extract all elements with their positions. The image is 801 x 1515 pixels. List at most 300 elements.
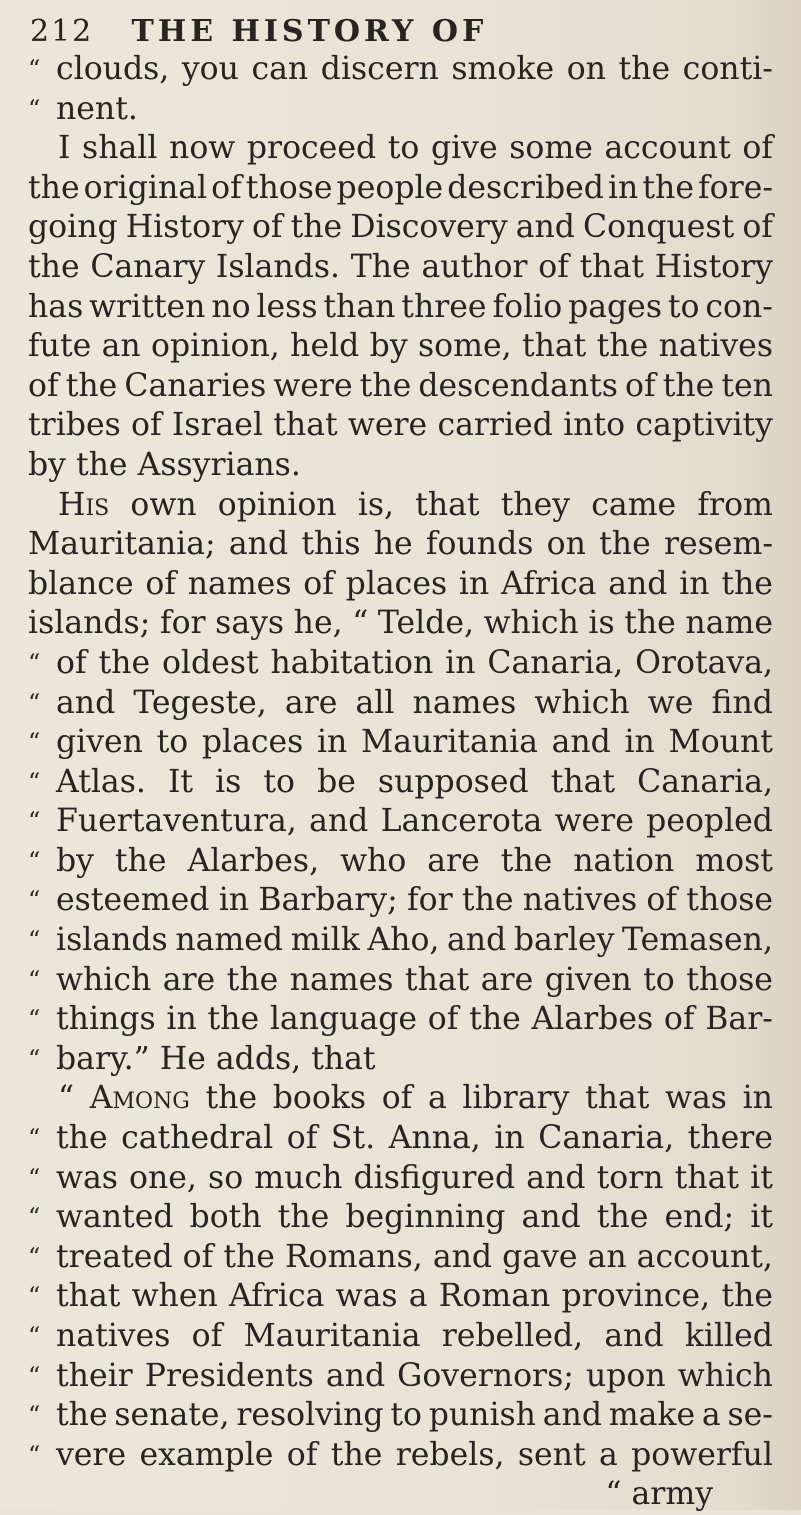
word: natives [56, 1318, 171, 1354]
word: and [604, 1318, 664, 1354]
word: that [273, 407, 338, 444]
line-words [58, 129, 773, 169]
text-line [28, 1159, 773, 1199]
word: that [550, 763, 616, 800]
word: Orotava, [635, 644, 773, 681]
word: of [56, 644, 87, 681]
line-words [56, 1198, 773, 1238]
word: make [608, 1397, 696, 1434]
word: adds, [215, 1040, 312, 1077]
text-line [28, 644, 773, 684]
word: three [401, 288, 487, 325]
word: Conquest [582, 209, 735, 246]
word: Roman [438, 1278, 551, 1315]
word: this [301, 526, 361, 563]
word: most [695, 842, 773, 879]
text-line [28, 842, 773, 882]
word: described [447, 169, 604, 206]
word: the [618, 51, 671, 87]
word: held [290, 328, 360, 365]
word: in [166, 1001, 197, 1038]
word: a [598, 1436, 618, 1473]
word: by [28, 446, 76, 483]
word: the [223, 1238, 275, 1275]
word: of [663, 1001, 695, 1038]
text-line [28, 921, 773, 961]
word: and [551, 724, 611, 761]
text-line [28, 525, 773, 565]
word: people [336, 169, 444, 206]
word: upon [585, 1357, 666, 1394]
word: name [685, 605, 773, 642]
word: the [721, 1278, 773, 1315]
word: when [131, 1278, 218, 1315]
word: Aho, [367, 922, 440, 959]
word: Canaria, [637, 763, 773, 800]
word: and [542, 1397, 602, 1434]
word: that [415, 486, 480, 523]
word: Mount [668, 724, 773, 761]
word: punish [428, 1397, 536, 1434]
word: in [607, 169, 639, 206]
text-line [28, 288, 773, 328]
line-words [56, 1040, 773, 1080]
word: treated [56, 1238, 173, 1275]
word: given [56, 724, 143, 761]
word: to [390, 1397, 422, 1434]
line-words [56, 1436, 773, 1476]
line-words [56, 1396, 773, 1436]
word: that [579, 248, 645, 285]
word: in [458, 565, 490, 602]
word: It [167, 763, 194, 800]
word: and [521, 1199, 581, 1236]
word: fute [28, 328, 92, 365]
word: to [667, 288, 700, 325]
word: account [604, 130, 731, 167]
margin-quote-mark: “ [28, 926, 41, 955]
text-line [28, 169, 773, 209]
word: rebelled, [441, 1318, 584, 1354]
word: natives [658, 328, 773, 365]
word: Mauritania [360, 724, 538, 761]
word: which [677, 1357, 773, 1394]
word: fore- [698, 169, 773, 206]
word: blance [28, 565, 134, 602]
text-line [28, 327, 773, 367]
word: wanted [56, 1199, 174, 1236]
word: is, [357, 486, 395, 523]
word: were [347, 407, 428, 444]
word: smoke [451, 51, 555, 87]
word: are [480, 961, 534, 998]
word: habitation [270, 644, 434, 681]
margin-quote-mark: “ [28, 807, 41, 836]
word: shall [82, 130, 158, 167]
margin-quote-mark: “ [28, 1361, 41, 1390]
margin-quote-mark: “ [28, 1124, 41, 1153]
word: oldest [161, 644, 259, 681]
word: were [273, 367, 353, 404]
word: the [461, 882, 514, 919]
word: so [208, 1159, 244, 1196]
margin-quote-mark: “ [28, 965, 41, 994]
word: and [325, 1357, 386, 1394]
word: we [647, 684, 694, 721]
text-line [28, 1277, 773, 1317]
word: named [175, 922, 284, 959]
word: supposed [377, 763, 529, 800]
word: that [585, 1080, 650, 1117]
word: and [608, 565, 668, 602]
line-words [58, 1079, 773, 1119]
word: in [445, 644, 476, 681]
word: written [89, 288, 206, 325]
line-words [56, 1357, 773, 1397]
word: there [687, 1120, 773, 1157]
margin-quote-mark: “ [28, 1282, 41, 1311]
word: are [427, 842, 480, 879]
margin-quote-mark: “ [28, 1322, 41, 1350]
word: was [56, 1159, 118, 1196]
word: killed [684, 1318, 773, 1354]
word: the [28, 248, 80, 285]
margin-quote-mark: “ [28, 1242, 41, 1271]
word: he [373, 526, 413, 563]
line-words [28, 169, 773, 209]
word: Barbary; [258, 882, 398, 919]
text-line [28, 565, 773, 605]
word: Islands. [215, 248, 340, 285]
word: came [591, 486, 677, 523]
page-number: 212 [30, 14, 94, 49]
word: milk [290, 922, 360, 959]
word: and [515, 209, 575, 246]
word: Tegeste, [133, 684, 267, 721]
word: Romans, [284, 1238, 423, 1275]
line-words [28, 565, 773, 605]
word: Telde, [377, 605, 474, 642]
word: St. [330, 1120, 376, 1157]
text-line [28, 248, 773, 288]
word: the [75, 446, 138, 483]
word: province, [561, 1278, 711, 1315]
word: the [624, 605, 676, 642]
word: the [290, 209, 343, 246]
word: into [563, 407, 626, 444]
word: “ [58, 1080, 75, 1117]
word: library [462, 1080, 570, 1117]
word: History [125, 209, 244, 246]
word: of [427, 1001, 459, 1038]
word: powerful [631, 1436, 773, 1473]
margin-quote-mark: “ [28, 55, 41, 83]
word: going [28, 209, 118, 246]
line-words [56, 881, 773, 921]
text-line [28, 723, 773, 763]
line-words [28, 367, 773, 407]
text-line [28, 802, 773, 842]
word: I [58, 130, 71, 167]
line-words [56, 1277, 773, 1317]
word: of [191, 1318, 223, 1354]
word: no [211, 288, 251, 325]
word: of [742, 130, 773, 167]
text-line [28, 1238, 773, 1278]
word: Canary [90, 248, 206, 285]
word: tribes [28, 407, 121, 444]
line-words [56, 1159, 773, 1199]
word: account, [636, 1238, 773, 1275]
word: folio [492, 288, 563, 325]
word: the [500, 842, 553, 879]
word: some [509, 130, 593, 167]
word: the [114, 842, 167, 879]
word: the [721, 565, 773, 602]
word: was [665, 1080, 727, 1117]
text-line [28, 486, 773, 526]
line-words [56, 763, 773, 803]
word: in [218, 882, 250, 919]
word: of [625, 367, 656, 404]
word: the [277, 1199, 330, 1236]
word: the [599, 526, 651, 563]
word: names [187, 565, 292, 602]
line-words [56, 50, 773, 90]
line-words [28, 525, 773, 565]
word: conti- [682, 51, 773, 87]
word: example [139, 1436, 274, 1473]
word: less [256, 288, 318, 325]
word: from [697, 486, 773, 523]
word: He [159, 1040, 216, 1077]
word: of [303, 565, 334, 602]
word: proceed [246, 130, 377, 167]
line-words [56, 644, 773, 684]
word: much [254, 1159, 343, 1196]
word: founds [425, 526, 534, 563]
word: in [679, 565, 710, 602]
word: which [56, 961, 152, 998]
margin-quote-mark: “ [28, 648, 41, 677]
word: are [284, 684, 338, 721]
word: senate, [114, 1397, 230, 1434]
word: resolving [236, 1397, 384, 1434]
word: His [58, 486, 110, 523]
text-line [28, 684, 773, 724]
word: Atlas. [56, 763, 146, 800]
word: opinion [217, 486, 337, 523]
line-words [56, 961, 773, 1001]
text-line [28, 763, 773, 803]
word: given [544, 961, 632, 998]
text-line [28, 604, 773, 644]
word: find [711, 684, 773, 721]
word: are [162, 961, 216, 998]
line-words [56, 1119, 773, 1159]
word: who [340, 842, 407, 879]
word: be [317, 763, 356, 800]
word: beginning [345, 1199, 506, 1236]
word: on [546, 526, 586, 563]
word: which [483, 605, 579, 642]
word: Israel [171, 407, 264, 444]
word: gave [502, 1238, 578, 1275]
word: the [330, 1436, 383, 1473]
page-header [30, 14, 770, 54]
text-line [28, 1198, 773, 1238]
word: names [289, 961, 394, 998]
word: a [701, 1397, 721, 1434]
word: own [130, 486, 197, 523]
word: the [359, 367, 412, 404]
word: both [189, 1199, 262, 1236]
text-line [28, 1040, 773, 1080]
word: a [427, 1080, 447, 1117]
word: they [500, 486, 571, 523]
word: vere [56, 1436, 127, 1473]
word: in [624, 724, 655, 761]
word: those [686, 961, 773, 998]
word: of [131, 407, 162, 444]
word: is [588, 605, 615, 642]
word: Canaries [124, 367, 267, 404]
line-words [28, 446, 773, 486]
word: the [207, 1001, 260, 1038]
text-line [28, 208, 773, 248]
word: Anna, [388, 1120, 481, 1157]
word: of [182, 1238, 214, 1275]
word: Lancerota [380, 803, 543, 840]
word: of [646, 882, 678, 919]
word: has [28, 288, 84, 325]
margin-quote-mark: “ [28, 846, 41, 875]
text-line [28, 446, 773, 486]
word: of [381, 1080, 413, 1117]
word: of [538, 248, 569, 285]
word: for [159, 605, 206, 642]
word: Canaria, [538, 1120, 675, 1157]
word: barley [513, 922, 615, 959]
word: the [226, 961, 279, 998]
word: resem- [663, 526, 773, 563]
word: nent. [56, 90, 138, 127]
word: pages [568, 288, 662, 325]
line-words [28, 406, 773, 446]
text-line [28, 881, 773, 921]
word: to [156, 724, 189, 761]
word: for [406, 882, 453, 919]
word: and [309, 803, 369, 840]
word: books [272, 1080, 367, 1117]
word: esteemed [56, 882, 210, 919]
text-line [28, 367, 773, 407]
word: and [447, 922, 507, 959]
word: says [215, 605, 285, 642]
text-line [28, 129, 773, 169]
line-words [28, 604, 773, 644]
word: Fuertaventura, [56, 803, 297, 840]
word: ten [721, 367, 773, 404]
word: in [742, 1080, 773, 1117]
word: of [251, 209, 283, 246]
running-title: THE HISTORY OF [131, 14, 488, 49]
word: the [56, 1397, 108, 1434]
line-words [56, 802, 773, 842]
margin-quote-mark: “ [28, 688, 41, 717]
word: on [566, 51, 606, 87]
word: and [526, 1159, 586, 1196]
margin-quote-mark: “ [28, 1440, 41, 1469]
word: torn [596, 1159, 664, 1196]
word: Mauritania [243, 1318, 421, 1354]
word: nation [573, 842, 675, 879]
word: con- [705, 288, 773, 325]
word: places [201, 724, 304, 761]
word: an [101, 328, 141, 365]
page-body-text [28, 50, 773, 1515]
text-line [28, 1436, 773, 1476]
margin-quote-mark: “ [28, 1203, 41, 1232]
margin-quote-mark: “ [28, 767, 41, 796]
word: than [323, 288, 396, 325]
text-line [28, 1000, 773, 1040]
word: Mauritania; [28, 526, 216, 563]
word: the [642, 169, 694, 206]
word: islands [56, 922, 168, 959]
word: The [350, 248, 411, 285]
word: all [355, 684, 395, 721]
word: give [430, 130, 498, 167]
word: the [596, 1199, 649, 1236]
line-words [56, 921, 773, 961]
text-line [28, 961, 773, 1001]
word: rebels, [395, 1436, 505, 1473]
word: of [145, 565, 176, 602]
margin-quote-mark: “ [28, 728, 41, 757]
text-line [28, 1079, 773, 1119]
word: you [181, 51, 239, 87]
line-words [56, 1238, 773, 1278]
word: language [269, 1001, 418, 1038]
line-words [28, 327, 773, 367]
word: “ [352, 605, 369, 642]
word: carried [437, 407, 553, 444]
word: sent [517, 1436, 586, 1473]
word: the [205, 1080, 258, 1117]
word: one, [129, 1159, 197, 1196]
word: it [750, 1199, 773, 1236]
word: natives [522, 882, 638, 919]
word: to [387, 130, 420, 167]
word: was [335, 1278, 398, 1315]
catchword: “ army [605, 1476, 713, 1513]
word: of [742, 209, 773, 246]
text-line [28, 1119, 773, 1159]
word: that [521, 328, 587, 365]
word: of [211, 169, 242, 206]
word: bary.” [56, 1040, 160, 1077]
margin-quote-mark: “ [28, 1401, 41, 1430]
text-line [28, 90, 773, 130]
word: of [28, 367, 59, 404]
line-words [56, 723, 773, 763]
word: Governors; [397, 1357, 574, 1394]
word: author [421, 248, 528, 285]
margin-quote-mark: “ [28, 886, 41, 915]
word: opinion, [150, 328, 280, 365]
margin-quote-mark: “ [28, 1044, 41, 1073]
